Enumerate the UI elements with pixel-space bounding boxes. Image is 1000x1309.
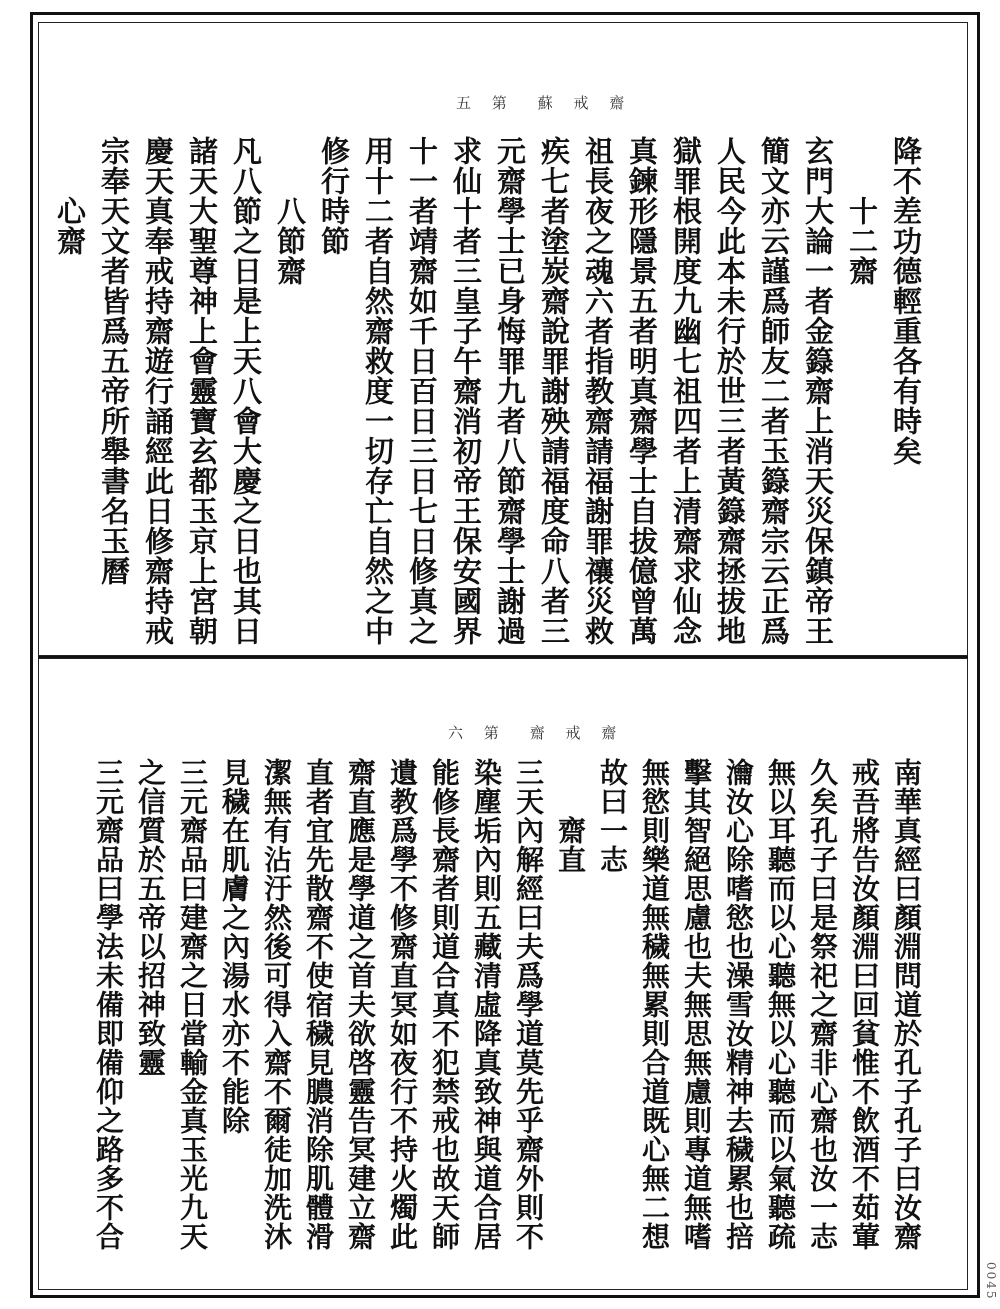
top-column: 降不差功德輕重各有時矣 <box>889 136 923 466</box>
bottom-column: 遺教爲學不修齋直冥如夜行不持火燭此 <box>386 758 419 1251</box>
top-column: 十一者靖齋如千日百日三日七日修真之 <box>405 136 439 646</box>
bottom-column: 潔無有沾汙然後可得入齋不爾徒加洗沐 <box>260 758 293 1251</box>
top-column: 獄罪根開度九幽七祖四者上清齋求仙念 <box>669 136 703 646</box>
bottom-column: 無慾則樂道無穢無累則合道既心無二想 <box>638 758 671 1251</box>
page-marker: 0045 <box>984 1262 998 1301</box>
bottom-column: 能修長齋者則道合真不犯禁戒也故天師 <box>428 758 461 1251</box>
top-column: 修行時節 <box>317 136 351 256</box>
bottom-column: 久矣孔子曰是祭祀之齋非心齋也汝一志 <box>806 758 839 1251</box>
bottom-column: 南華真經曰顏淵問道於孔子孔子曰汝齋 <box>890 758 923 1251</box>
bottom-column: 齋直 <box>554 758 587 874</box>
top-column: 十二齋 <box>845 136 879 286</box>
bottom-column: 直者宜先散齋不使宿穢見膿消除肌體滑 <box>302 758 335 1251</box>
bottom-column: 無以耳聽而以心聽無以心聽而以氣聽疏 <box>764 758 797 1251</box>
top-column: 慶天真奉戒持齋遊行誦經此日修齋持戒 <box>141 136 175 646</box>
bottom-column: 擊其智絕思慮也夫無思無慮則專道無嗜 <box>680 758 713 1251</box>
top-column: 祖長夜之魂六者指教齋請福謝罪禳災救 <box>581 136 615 646</box>
top-column: 疾七者塗炭齋說罪謝殃請福度命八者三 <box>537 136 571 646</box>
bottom-column: 戒吾將告汝顏淵曰回貧惟不飲酒不茹葷 <box>848 758 881 1251</box>
top-column: 心齋 <box>53 136 87 256</box>
bottom-column: 齋直應是學道之首夫欲啓靈告冥建立齋 <box>344 758 377 1251</box>
top-column: 諸天大聖尊神上會靈寶玄都玉京上宮朝 <box>185 136 219 646</box>
top-column: 八節齋 <box>273 136 307 286</box>
top-column: 宗奉天文者皆爲五帝所舉書名玉曆 <box>97 136 131 586</box>
top-column: 元齋學士已身悔罪九者八節齋學士謝過 <box>493 136 527 646</box>
top-column: 簡文亦云謹爲師友二者玉籙齋宗云正爲 <box>757 136 791 646</box>
bottom-column: 瀹汝心除嗜慾也澡雪汝精神去穢累也掊 <box>722 758 755 1251</box>
top-column: 求仙十者三皇子午齋消初帝王保安國界 <box>449 136 483 646</box>
bottom-column: 染塵垢內則五藏清虛降真致神與道合居 <box>470 758 503 1251</box>
top-column: 用十二者自然齋救度一切存亡自然之中 <box>361 136 395 646</box>
bottom-column: 之信質於五帝以招神致靈 <box>134 758 167 1077</box>
bottom-column: 三元齋品曰建齋之日當輸金真玉光九天 <box>176 758 209 1251</box>
bottom-column: 三元齋品曰學法未備即備仰之路多不合 <box>92 758 125 1251</box>
top-column: 玄門大論一者金籙齋上消天災保鎮帝王 <box>801 136 835 646</box>
bottom-column: 見穢在肌膚之內湯水亦不能除 <box>218 758 251 1135</box>
bottom-column: 三天內解經曰夫爲學道莫先乎齋外則不 <box>512 758 545 1251</box>
top-header: 五 第 蘇 戒 齋 <box>456 94 633 112</box>
top-column: 凡八節之日是上天八會大慶之日也其日 <box>229 136 263 646</box>
top-column: 真鍊形隱景五者明真齋學士自拔億曾萬 <box>625 136 659 646</box>
top-column: 人民今此本未行於世三者黃籙齋拯拔地 <box>713 136 747 646</box>
bottom-header: 六 第 齋 戒 齋 <box>448 724 625 742</box>
bottom-column: 故曰一志 <box>596 758 629 874</box>
